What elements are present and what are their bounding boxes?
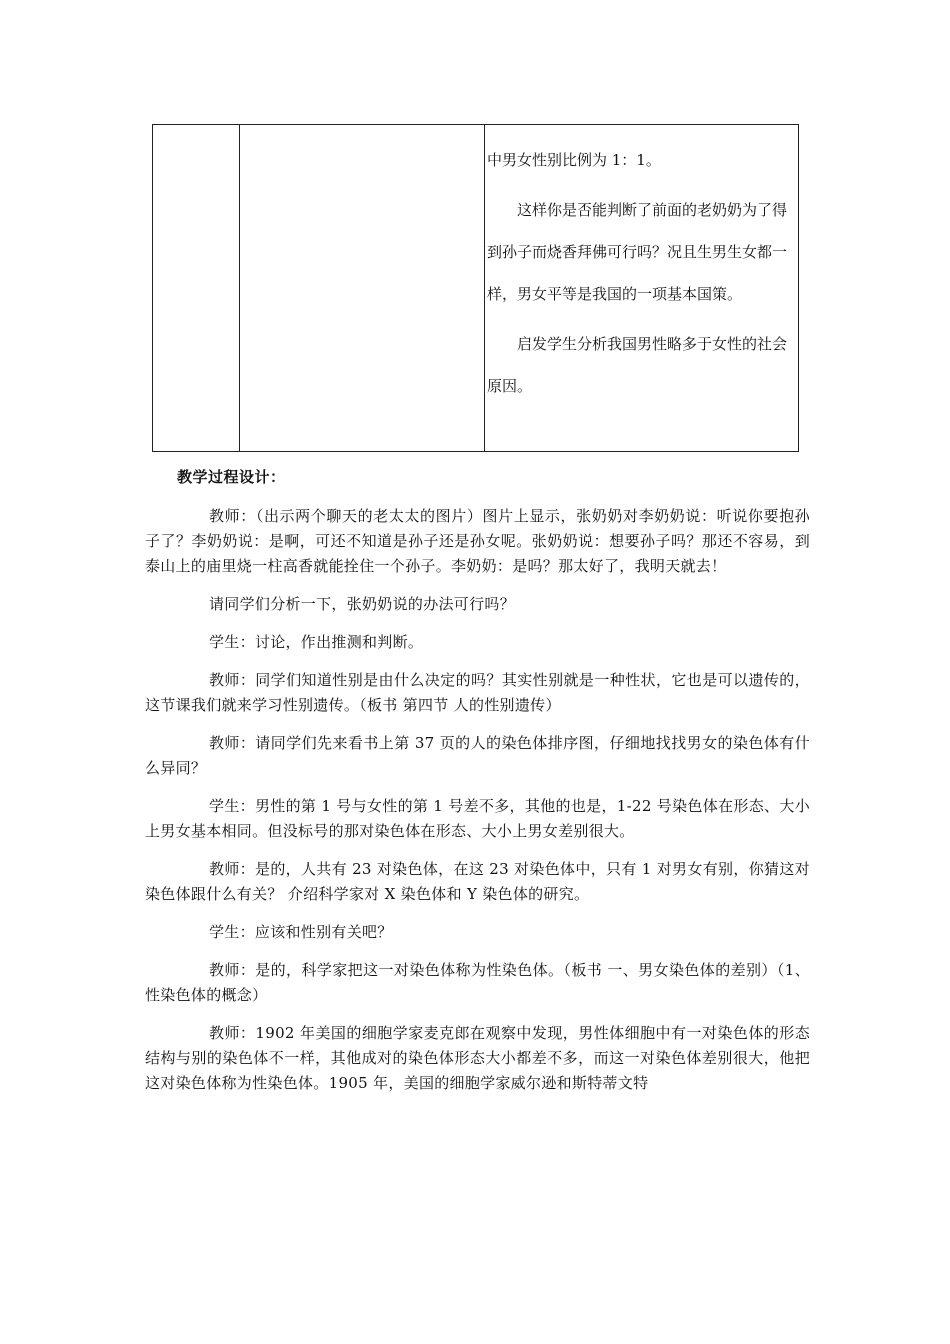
body-paragraph: 学生：男性的第 1 号与女性的第 1 号差不多，其他的也是，1-22 号染色体在形态、大小上男女基本相同。但没标号的那对染色体在形态、大小上男女差别很大。 (145, 797, 810, 840)
section-heading: 教学过程设计： (177, 468, 286, 486)
body-paragraph: 学生：讨论，作出推测和判断。 (209, 633, 424, 651)
body-paragraph: 请同学们分析一下，张奶奶说的办法可行吗？ (209, 595, 516, 613)
table-right-cell (487, 139, 791, 415)
body-paragraph: 教师：1902 年美国的细胞学家麦克郎在观察中发现，男性体细胞中有一对染色体的形态结构与别的染色体不一样，其他成对的染色体形态大小都差不多，而这一对染色体差别很大，他把这对染色体称为性染色体。1905 年，美国的细胞学家威尔逊和斯特蒂文特 (145, 1024, 810, 1092)
table-column-divider (239, 125, 240, 451)
table-cell-paragraph: 中男女性别比例为 1：1。 (487, 151, 661, 169)
body-paragraph: 教师：同学们知道性别是由什么决定的吗？其实性别就是一种性状，它也是可以遗传的，这节课我们就来学习性别遗传。（板书 第四节 人的性别遗传） (145, 671, 810, 714)
body-paragraph: 教师：是的，科学家把这一对染色体称为性染色体。（板书 一、男女染色体的差别）（1、性染色体的概念） (145, 961, 810, 1004)
body-paragraph: 教师：（出示两个聊天的老太太的图片）图片上显示，张奶奶对李奶奶说：听说你要抱孙子了？李奶奶说：是啊，可还不知道是孙子还是孙女呢。张奶奶说：想要孙子吗？那还不容易，到泰山上的庙里烧一柱高香就能拴住一个孙子。李奶奶：是吗？那太好了，我明天就去！ (145, 507, 810, 575)
table-cell-paragraph: 这样你是否能判断了前面的老奶奶为了得到孙子而烧香拜佛可行吗？况且生男生女都一样，男女平等是我国的一项基本国策。 (487, 201, 788, 303)
body-paragraph: 学生：应该和性别有关吧？ (209, 923, 393, 941)
body-paragraph: 教师：请同学们先来看书上第 37 页的人的染色体排序图，仔细地找找男女的染色体有什么异同？ (145, 734, 810, 777)
table-column-divider (484, 125, 485, 451)
body-text (145, 504, 810, 1109)
table-cell-paragraph: 启发学生分析我国男性略多于女性的社会原因。 (487, 335, 788, 395)
lesson-table (152, 124, 799, 452)
body-paragraph: 教师：是的，人共有 23 对染色体，在这 23 对染色体中，只有 1 对男女有别，你猜这对染色体跟什么有关？ 介绍科学家对 X 染色体和 Y 染色体的研究。 (145, 860, 810, 903)
